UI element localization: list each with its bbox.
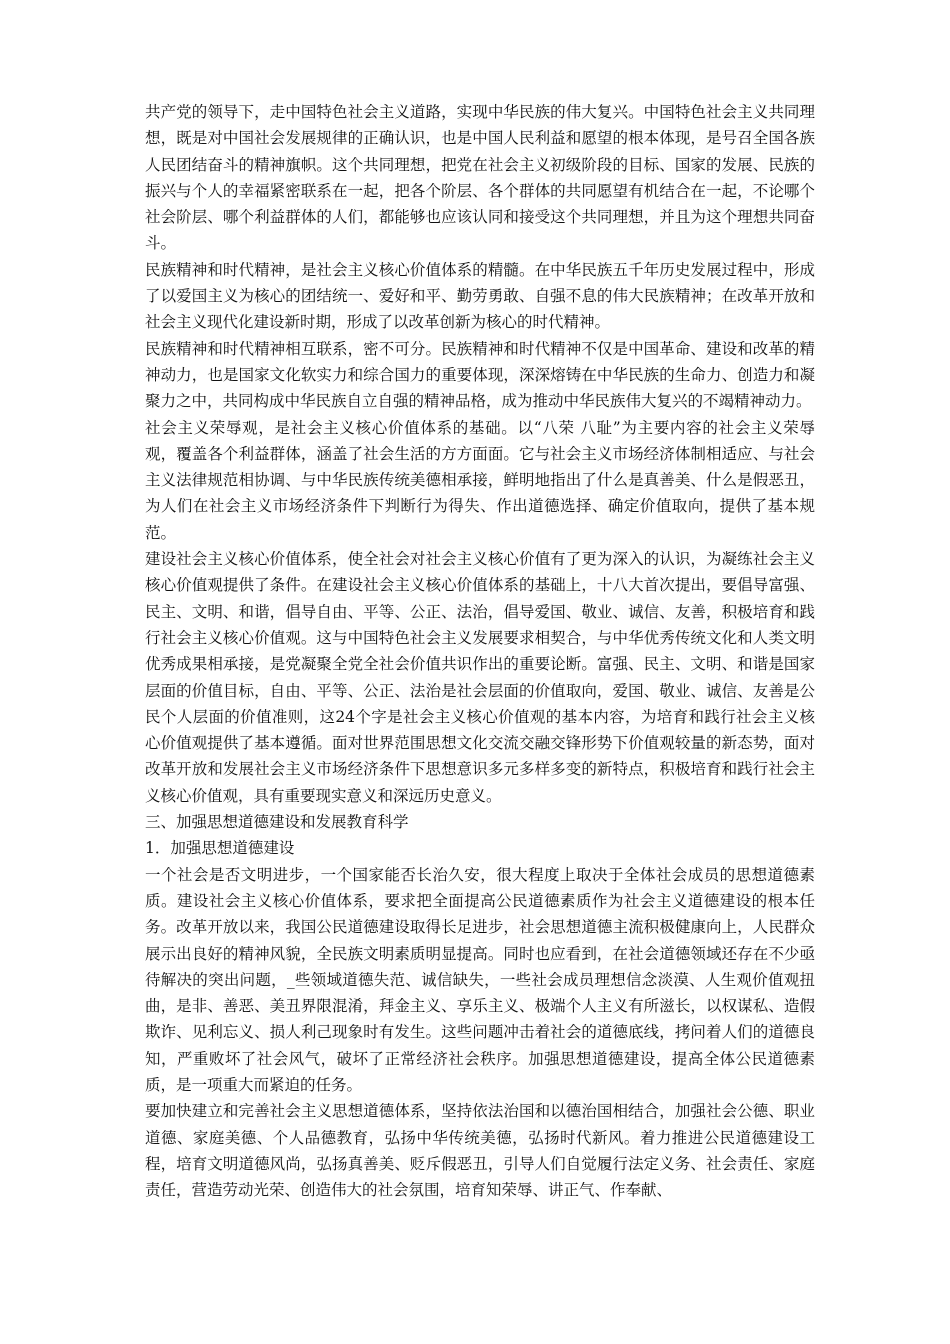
paragraph-honor-disgrace: 社会主义荣辱观，是社会主义核心价值体系的基础。以“八荣 八耻”为主要内容的社会主义荣辱观，覆盖各个利益群体，涵盖了社会生活的方方面面。它与社会主义市场经济体制相适应、与社会主义法律规范相协调、与中华民族传统美德相承接，鲜明地指出了什么是真善美、什么是假恶丑，为人们在社会主义市场经济条件下判断行为得失、作出道德选择、确定价值取向，提供了基本规范。 [145,418,815,542]
section-heading: 三、加强思想道德建设和发展教育科学 [145,813,409,832]
paragraph-core-values: 建设社会主义核心价值体系，使全社会对社会主义核心价值有了更为深入的认识，为凝练社会主义核心价值观提供了条件。在建设社会主义核心价值体系的基础上，十八大首次提出，要倡导富强、民主、文明、和谐，倡导自由、平等、公正、法治，倡导爱国、敬业、诚信、友善，积极培育和践行社会主义核心价值观。这与中国特色社会主义发展要求相契合，与中华优秀传统文化和人类文明优秀成果相承接，是党凝聚全党全社会价值共识作出的重要论断。富强、民主、文明、和谐是国家层面的价值目标，自由、平等、公正、法治是社会层面的价值取向，爱国、敬业、诚信、友善是公民个人层面的价值准则，这24个字是社会主义核心价值观的基本内容，为培育和践行社会主义核心价值观提供了基本遵循。面对世界范围思想文化交流交融交锋形势下价值观较量的新态势，面对改革开放和发展社会主义市场经济条件下思想意识多元多样多变的新特点，积极培育和践行社会主义核心价值观，具有重要现实意义和深远历史意义。 [145,550,815,805]
paragraph-common-ideal: 共产党的领导下，走中国特色社会主义道路，实现中华民族的伟大复兴。中国特色社会主义共同理想，既是对中国社会发展规律的正确认识，也是中国人民利益和愿望的根本体现，是号召全国各族人民团结奋斗的精神旗帜。这个共同理想，把党在社会主义初级阶段的目标、国家的发展、民族的振兴与个人的幸福紧密联系在一起，把各个阶层、各个群体的共同愿望有机结合在一起，不论哪个社会阶层、哪个利益群体的人们，都能够也应该认同和接受这个共同理想，并且为这个理想共同奋斗。 [145,103,815,253]
paragraph-national-spirit: 民族精神和时代精神，是社会主义核心价值体系的精髓。在中华民族五千年历史发展过程中，形成了以爱国主义为核心的团结统一、爱好和平、勤劳勇敢、自强不息的伟大民族精神；在改革开放和社会主义现代化建设新时期，形成了以改革创新为核心的时代精神。 [145,260,815,332]
paragraph-spirit-relation: 民族精神和时代精神相互联系，密不可分。民族精神和时代精神不仅是中国革命、建设和改革的精神动力，也是国家文化软实力和综合国力的重要体现，深深熔铸在中华民族的生命力、创造力和凝聚力之中，共同构成中华民族自立自强的精神品格，成为推动中华民族伟大复兴的不竭精神动力。 [145,339,815,411]
paragraph-moral-system: 要加快建立和完善社会主义思想道德体系，坚持依法治国和以德治国相结合，加强社会公德、职业道德、家庭美德、个人品德教育，弘扬中华传统美德，弘扬时代新风。着力推进公民道德建设工程，培育文明道德风尚，弘扬真善美、贬斥假恶丑，引导人们自觉履行法定义务、社会责任、家庭责任，营造劳动光荣、创造伟大的社会氛围，培育知荣辱、讲正气、作奉献、 [145,1102,815,1200]
paragraph-moral-quality: 一个社会是否文明进步，一个国家能否长治久安，很大程度上取决于全体社会成员的思想道德素质。建设社会主义核心价值体系，要求把全面提高公民道德素质作为社会主义道德建设的根本任务。改革开放以来，我国公民道德建设取得长足进步，社会思想道德主流积极健康向上，人民群众展示出良好的精神风貌，全民族文明素质明显提高。同时也应看到，在社会道德领域还存在不少亟待解决的突出问题，_些领域道德失范、诚信缺失，一些社会成员理想信念淡漠、人生观价值观扭曲，是非、善恶、美丑界限混淆，拜金主义、享乐主义、极端个人主义有所滋长，以权谋私、造假欺诈、见利忘义、损人利己现象时有发生。这些问题冲击着社会的道德底线，拷问着人们的道德良知，严重败坏了社会风气，破坏了正常经济社会秩序。加强思想道德建设，提高全体公民道德素质，是一项重大而紧迫的任务。 [145,865,815,1094]
document-page [145,99,815,1203]
subsection-heading: 1．加强思想道德建设 [145,839,295,858]
